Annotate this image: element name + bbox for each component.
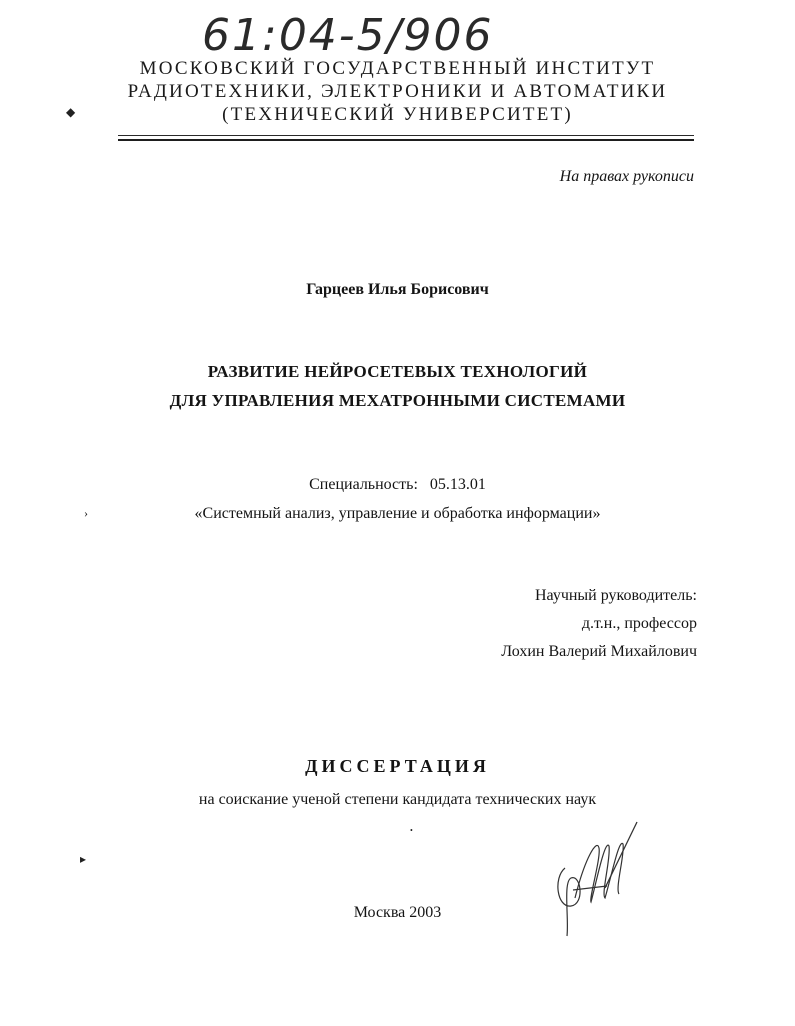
manuscript-note: На правах рукописи — [559, 168, 694, 185]
specialty-name: «Системный анализ, управление и обработка информации» — [194, 505, 601, 522]
specialty-line — [0, 476, 795, 494]
margin-mark-icon: ◆ — [66, 105, 76, 119]
header-rule-top — [118, 135, 694, 136]
archive-number-handwritten — [200, 2, 530, 60]
dissertation-title-line-2: ДЛЯ УПРАВЛЕНИЯ МЕХАТРОННЫМИ СИСТЕМАМИ — [169, 391, 626, 410]
margin-mark-icon: ▸ — [80, 852, 87, 866]
institution-line-1: МОСКОВСКИЙ ГОСУДАРСТВЕННЫЙ ИНСТИТУТ — [139, 58, 656, 79]
degree-sought: на соискание ученой степени кандидата технических наук — [198, 791, 597, 808]
institution-line-2: РАДИОТЕХНИКИ, ЭЛЕКТРОНИКИ И АВТОМАТИКИ — [127, 81, 668, 102]
archive-number-drawing — [200, 2, 530, 60]
specialty-code: 05.13.01 — [429, 476, 486, 493]
dissertation-title-line-1: РАЗВИТИЕ НЕЙРОСЕТЕВЫХ ТЕХНОЛОГИЙ — [207, 362, 588, 381]
supervisor-name: Лохин Валерий Михайлович — [501, 643, 697, 660]
institution-line-3: (ТЕХНИЧЕСКИЙ УНИВЕРСИТЕТ) — [222, 104, 573, 125]
margin-mark-icon: › — [84, 506, 88, 520]
city-year: Москва 2003 — [353, 904, 442, 921]
dot-mark: • — [410, 826, 413, 835]
document-type: ДИССЕРТАЦИЯ — [305, 756, 490, 776]
supervisor-degree: д.т.н., профессор — [581, 615, 697, 632]
archive-number-text: 61:04-5/906 — [202, 10, 494, 60]
specialty-label: Специальность: — [309, 476, 418, 493]
author-name: Гарцеев Илья Борисович — [306, 281, 489, 298]
header-rule-bottom — [118, 139, 694, 141]
supervisor-label: Научный руководитель: — [534, 587, 697, 604]
